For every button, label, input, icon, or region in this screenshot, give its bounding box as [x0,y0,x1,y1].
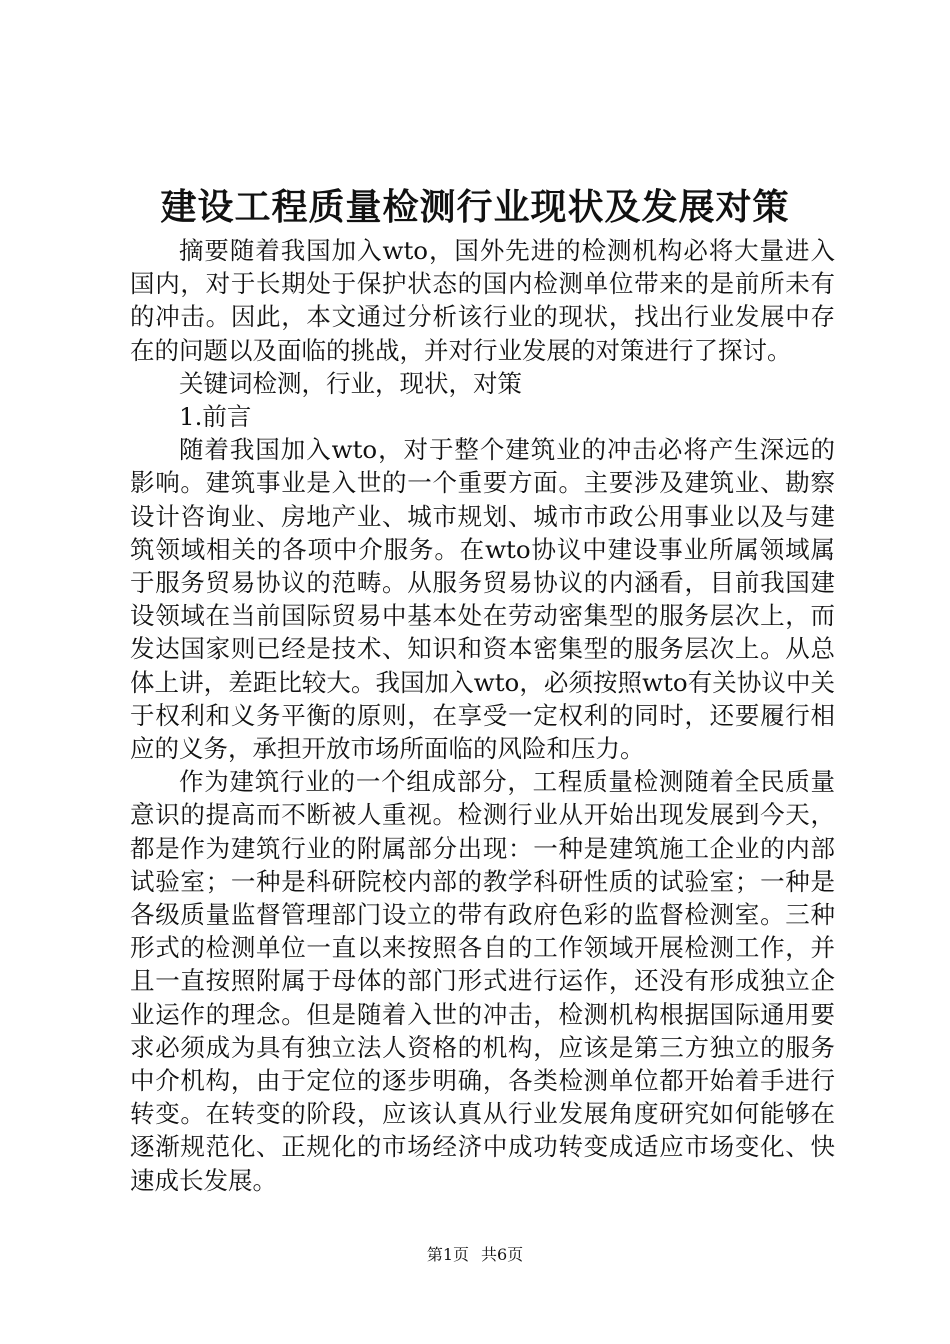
page-number: 第1页 [426,1245,469,1264]
abstract-paragraph: 摘要随着我国加入wto，国外先进的检测机构必将大量进入国内，对于长期处于保护状态的国内检测单位带来的是前所未有的冲击。因此，本文通过分析该行业的现状，找出行业发展中存在的问题以及面临的挑战，并对行业发展的对策进行了探讨。 [130,236,835,365]
keywords-paragraph: 关键词检测，行业，现状，对策 [179,368,522,398]
section-heading: 1.前言 [179,402,252,432]
page-total: 共6页 [481,1245,524,1264]
page-footer [0,1244,950,1266]
body-paragraph: 作为建筑行业的一个组成部分，工程质量检测随着全民质量意识的提高而不断被人重视。检测行业从开始出现发展到今天，都是作为建筑行业的附属部分出现：一种是建筑施工企业的内部试验室；一种是科研院校内部的教学科研性质的试验室；一种是各级质量监督管理部门设立的带有政府色彩的监督检测室。三种形式的检测单位一直以来按照各自的工作领域开展检测工作，并且一直按照附属于母体的部门形式进行运作，还没有形成独立企业运作的理念。但是随着入世的冲击，检测机构根据国际通用要求必须成为具有独立法人资格的机构，应该是第三方独立的服务中介机构，由于定位的逐步明确，各类检测单位都开始着手进行转变。在转变的阶段，应该认真从行业发展角度研究如何能够在逐渐规范化、正规化的市场经济中成功转变成适应市场变化、快速成长发展。 [130,767,835,1195]
body-paragraph: 随着我国加入wto，对于整个建筑业的冲击必将产生深远的影响。建筑事业是入世的一个重要方面。主要涉及建筑业、勘察设计咨询业、房地产业、城市规划、城市市政公用事业以及与建筑领域相关的各项中介服务。在wto协议中建设事业所属领域属于服务贸易协议的范畴。从服务贸易协议的内涵看，目前我国建设领域在当前国际贸易中基本处在劳动密集型的服务层次上，而发达国家则已经是技术、知识和资本密集型的服务层次上。从总体上讲，差距比较大。我国加入wto，必须按照wto有关协议中关于权利和义务平衡的原则，在享受一定权利的同时，还要履行相应的义务，承担开放市场所面临的风险和压力。 [130,435,835,764]
document-title: 建设工程质量检测行业现状及发展对策 [160,186,790,228]
document-body [130,234,835,1197]
